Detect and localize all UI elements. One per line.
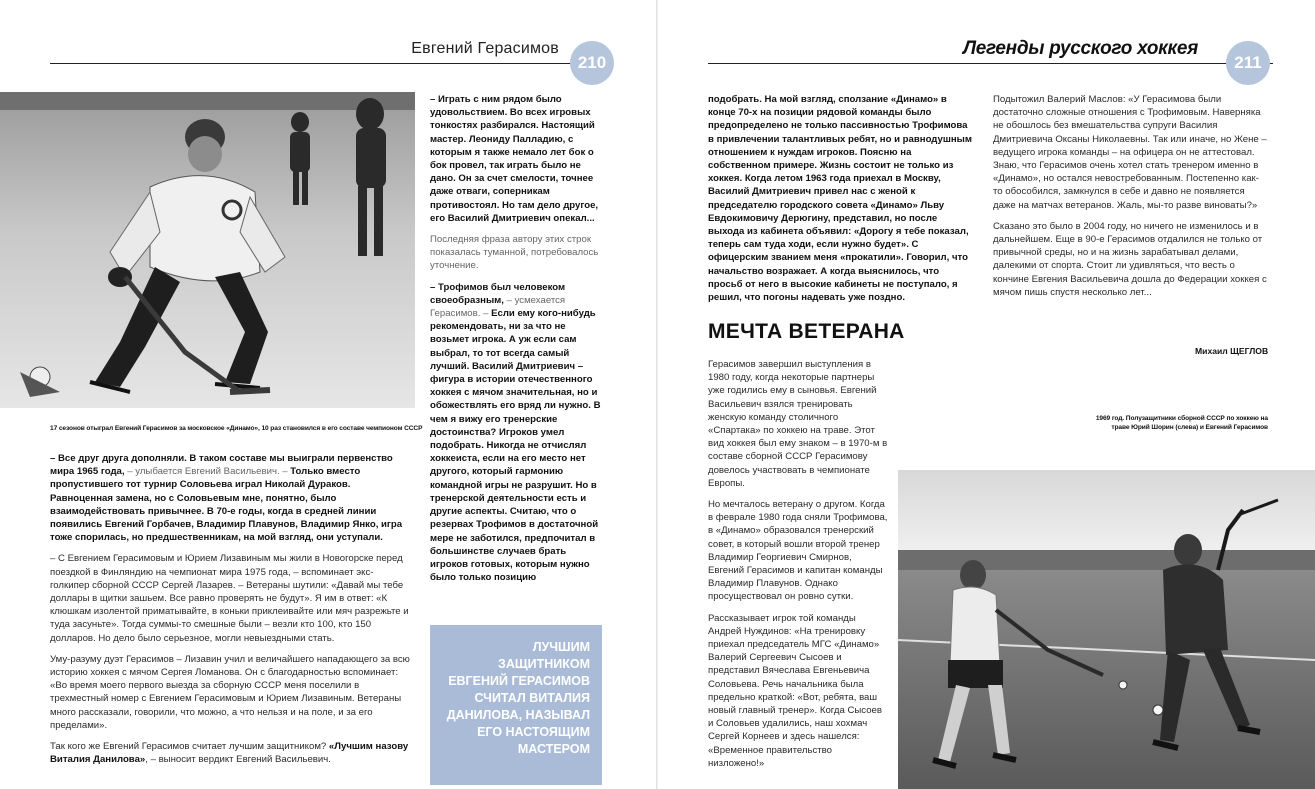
paragraph bbox=[708, 358, 888, 490]
left-running-title: Евгений Герасимов bbox=[411, 40, 559, 57]
right-page bbox=[658, 0, 1315, 789]
text-run: Так кого же Евгений Герасимов считает лучшим защитником? bbox=[50, 741, 329, 753]
paragraph bbox=[50, 653, 410, 732]
article-signature: Михаил ЩЕГЛОВ bbox=[1195, 346, 1269, 356]
left-text-col1 bbox=[50, 452, 410, 774]
text-run: – Трофимов был человеком своеобразным, bbox=[430, 281, 566, 306]
left-page bbox=[0, 0, 657, 789]
pull-quote: ЛУЧШИМ ЗАЩИТНИКОМ ЕВГЕНИЙ ГЕРАСИМОВ СЧИТАЛ ВИТАЛИЯ ДАНИЛОВА, НАЗЫВАЛ ЕГО НАСТОЯЩИМ МАСТЕРОМ bbox=[430, 625, 602, 785]
text-run: Герасимов завершил выступления в 1980 году, когда некоторые партнеры уже годились ему в сыновья. Евгений Васильевич взялся тренировать женскую команду столичного «Спартака» по хоккею на траве. Этот вид хоккея был ему знаком – в 1970-м в составе сборной СССР Герасимову довелось участвовать в чемпионате Европы. bbox=[708, 359, 888, 489]
text-run: Сказано это было в 2004 году, но ничего не изменилось и в дальнейшем. Еще в 90-е Герасимов отдалился не только от привычной среды, но и на жизнь зарабатывал делами, далекими от спорта. Стоит ли удивляться, что весть о кончине Евгения Васильевича дошла до Федерации хоккея с мячом пишь спустя несколько лет... bbox=[993, 220, 1267, 298]
paragraph bbox=[708, 498, 888, 604]
right-page-number: 211 bbox=[1226, 41, 1270, 85]
right-text-top-col1 bbox=[708, 93, 973, 312]
text-run: – улыбается Евгений Васильевич. – bbox=[127, 466, 291, 478]
paragraph bbox=[708, 612, 888, 770]
paragraph bbox=[50, 740, 410, 766]
paragraph bbox=[993, 93, 1268, 212]
text-run: подобрать. На мой взгляд, сползание «Динамо» в конце 70-х на позиции рядовой команды было предопределено не только пассивностью Трофимова в привлечении талантливых ребят, но и равнодушным отношением к нуждам игроков. Поясню на собственном примере. Жизнь состоит не только из хоккея. Когда летом 1963 года приехал в Москву, Василий Дмитриевич привел нас с женой к председателю городского совета «Динамо» Льву Евдокимовичу Дерюгину, представил, но после выхода из кабинета объявил: «Дорогу я тебе показал, теперь сам туда ходи, если нужно будет». С офицерским званием меня «прокатили». Говорил, что начальство возражает. А когда выяснилось, что просьб от него в высокие кабинеты не поступало, я решил, что погоны надевать уже поздно. bbox=[708, 94, 972, 304]
paragraph bbox=[50, 452, 410, 544]
left-photo-caption: 17 сезонов отыграл Евгений Герасимов за московское «Динамо», 10 раз становился в его составе чемпионом СССР bbox=[50, 425, 423, 432]
paragraph bbox=[430, 233, 605, 273]
left-header-rule bbox=[50, 63, 580, 64]
paragraph bbox=[708, 93, 973, 304]
text-run: Но мечталось ветерану о другом. Когда в феврале 1980 года сняли Трофимова, в «Динамо» образовался тренерский совет, в который вошли второй тренер Владимир Георгиевич Смирнов, Евгений Герасимов и капитан команды Владимир Плавунов. Однако просуществовал он ровно сутки. bbox=[708, 499, 888, 603]
paragraph bbox=[430, 281, 605, 585]
text-run: , – выносит вердикт Евгений Васильевич. bbox=[145, 754, 331, 766]
paragraph bbox=[50, 552, 410, 644]
text-run: «Лучшим назову Виталия Данилова» bbox=[50, 741, 409, 766]
text-run: – С Евгением Герасимовым и Юрием Лизавиным мы жили в Новогорске перед поездкой в Финляндию на чемпионат мира 1975 года, – вспоминает экс-голкипер сборной СССР Сергей Лазарев. – Ветераны шутили: «Давай мы тебе доллары в щитки зашьем. Все равно проверять не будут». Я им в ответ: «К клюшкам изолентой приматывайте, в коньки приклеивайте или мяч разрежьте и туда засуньте». Тогда суммы-то смешные были – везли кто 100, кто 150 долларов. Но дело было серьезное, могли невыездными стать. bbox=[50, 553, 409, 644]
right-running-title: Легенды русского хоккея bbox=[963, 38, 1198, 59]
right-text-bottom-col bbox=[708, 358, 888, 778]
text-run: Если ему кого-нибудь рекомендовать, ни за что не возьмет игрока. А уж если сам выбрал, то тот всегда самый лучший. Василий Дмитриевич – фигура в истории отечественного хоккея с мячом значительная, но и обожествлять его вряд ли нужно. В чем я вижу его тренерские достоинства? Игроков умел подобрать. Никогда не отчислял хоккеиста, если на его место нет другого, который гармонию командной игры не разрушит. Но в тренерской деятельности есть и другие аспекты. Считаю, что о резервах Трофимов в достаточной мере не заботился, предпочитал в большинстве случаев брать игроков готовых, которым нужно было только позицию bbox=[430, 308, 601, 584]
left-page-number: 210 bbox=[570, 41, 614, 85]
paragraph bbox=[430, 93, 605, 225]
text-run: – усмехается Герасимов. – bbox=[430, 294, 566, 320]
field-hockey-illustration bbox=[898, 470, 1315, 789]
text-run: Подытожил Валерий Маслов: «У Герасимова были достаточно сложные отношения с Трофимовым. Наверняка не обошлось без вмешательства супруги Василия Дмитриевича Оксаны Николаевны. Так или иначе, но Жене – ведущего игрока команды – на офицера он не аттестовал. Знаю, что Герасимов очень хотел стать тренером именно в «Динамо», но остался невостребованным. Постепенно как-то обособился, замкнулся в себе и давно не появляется даже на матчах ветеранов. Жаль, мы-то разве виноваты?» bbox=[993, 94, 1267, 211]
text-run: Рассказывает игрок той команды Андрей Нуждинов: «На тренировку приехал председатель МГС «Динамо» Валерий Сергеевич Сысоев и представил Вячеслава Евгеньевича Соловьева. Речь начальника была предельно краткой: «Вот, ребята, ваш новый главный тренер». Когда Сысоев и Соловьев удалились, наш хохмач Сергей Корнеев и здесь нашелся: «Временное правительство низложено!» bbox=[708, 612, 882, 769]
text-run: – Играть с ним рядом было удовольствием. Во всех игровых тонкостях разбирался. Настоящий мастер. Леониду Палладию, с которым я также немало лет бок о бок провел, так играть было не дано. Он за счет смелости, точнее даже отваги, соперникам противостоял. Но там дело другое, его Василий Дмитриевич опекал... bbox=[430, 94, 599, 224]
text-run: Только вместо пропустившего тот турнир Соловьева играл Николай Дураков. Равноценная замена, но с Соловьевым мне, понятно, было взаимодействовать привычнее. В 70-е годы, когда в средней линии появились Евгений Горбачев, Владимир Плавунов, Владимир Янко, игра тоже спорилась, но предшественникам, на мой взгляд, они уступали. bbox=[50, 466, 403, 544]
right-text-top-col2 bbox=[993, 93, 1268, 307]
left-text-col2 bbox=[430, 93, 605, 592]
bandy-player-illustration bbox=[0, 92, 415, 408]
text-run: Уму-разуму дуэт Герасимов – Лизавин учил и величайшего нападающего за всю историю хоккея с мячом Сергея Ломанова. Он с благодарностью вспоминает: «Во время моего первого выезда за сборную СССР меня поселили в трехместный номер с Евгением Герасимовым и Юрием Лизавиным. Ветераны много рассказали, говорили, что можно, а что нельзя и на поле, и за его пределами». bbox=[50, 653, 410, 731]
paragraph bbox=[993, 220, 1268, 299]
left-photo-bandy-player bbox=[0, 92, 415, 408]
right-photo-field-hockey bbox=[898, 470, 1315, 789]
right-photo-caption: 1969 год. Полузащитники сборной СССР по хоккею на траве Юрий Шорин (слева) и Евгений Герасимов bbox=[1095, 415, 1268, 431]
section-title: МЕЧТА ВЕТЕРАНА bbox=[708, 320, 905, 343]
text-run: Последняя фраза автору этих строк показалась туманной, потребовалось уточнение. bbox=[430, 234, 599, 272]
text-run: – Все друг друга дополняли. В таком составе мы выиграли первенство мира 1965 года, bbox=[50, 453, 393, 478]
right-header-rule bbox=[708, 63, 1273, 64]
